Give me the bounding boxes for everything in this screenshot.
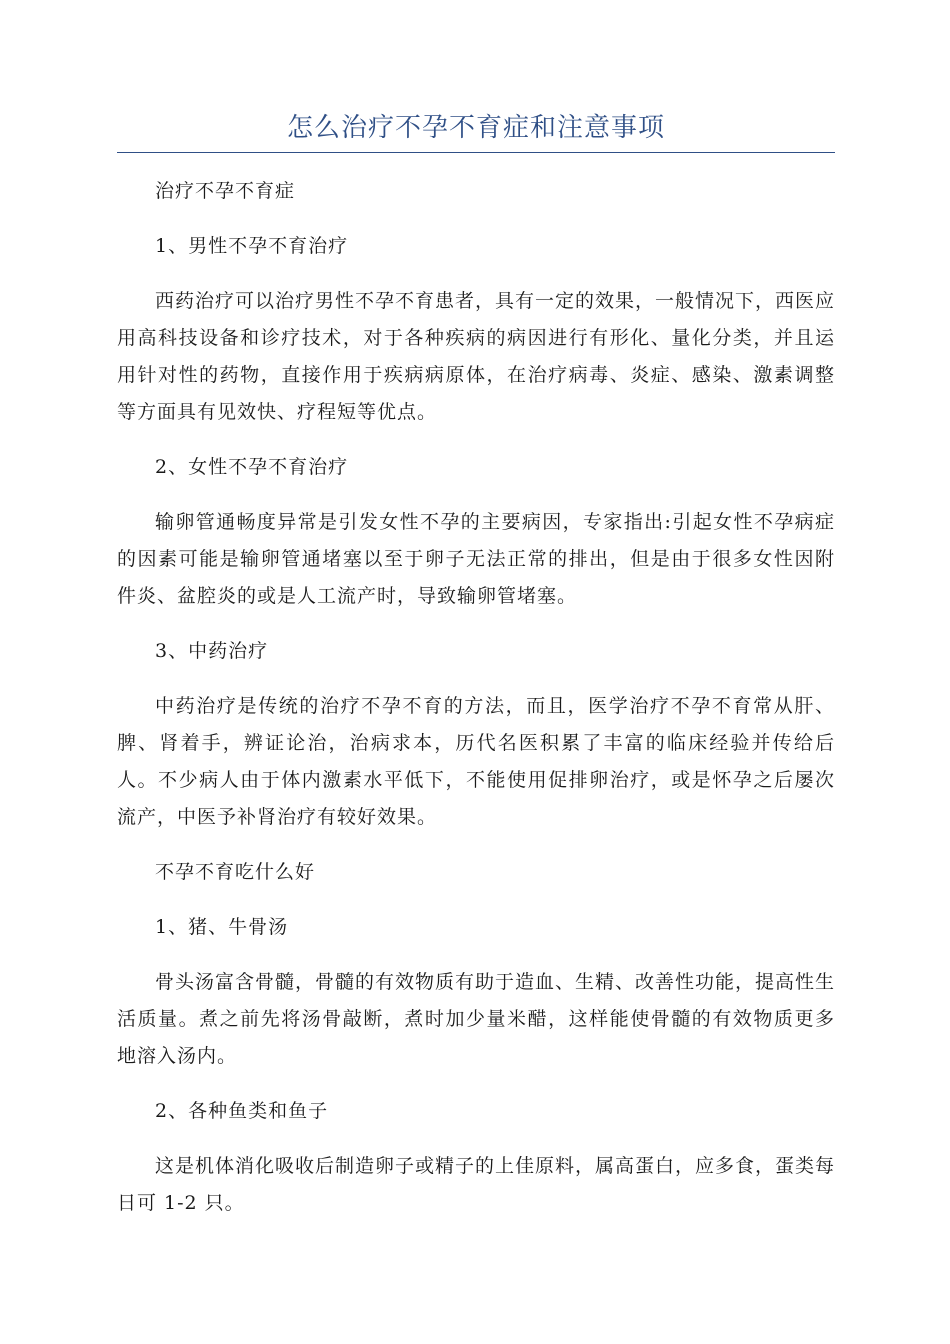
document-title: 怎么治疗不孕不育症和注意事项 — [117, 110, 835, 153]
paragraph-male-treatment: 西药治疗可以治疗男性不孕不育患者，具有一定的效果，一般情况下，西医应用高科技设备和诊疗技术，对于各种疾病的病因进行有形化、量化分类，并且运用针对性的药物，直接作用于疾病病原体，在治疗病毒、炎症、感染、激素调整等方面具有见效快、疗程短等优点。 — [117, 290, 836, 423]
section-heading-diet: 不孕不育吃什么好 — [155, 861, 316, 883]
document-page — [117, 110, 835, 1240]
document-body — [117, 173, 835, 1222]
section-heading-treatment: 治疗不孕不育症 — [155, 180, 296, 202]
paragraph-fish: 这是机体消化吸收后制造卵子或精子的上佳原料，属高蛋白，应多食，蛋类每日可 1-2 只。 — [117, 1155, 836, 1214]
subheading-male-treatment: 1、男性不孕不育治疗 — [155, 235, 349, 257]
subheading-female-treatment: 2、女性不孕不育治疗 — [155, 456, 349, 478]
paragraph-bone-soup: 骨头汤富含骨髓，骨髓的有效物质有助于造血、生精、改善性功能，提高性生活质量。煮之前先将汤骨敲断，煮时加少量米醋，这样能使骨髓的有效物质更多地溶入汤内。 — [117, 971, 836, 1067]
subheading-tcm-treatment: 3、中药治疗 — [155, 640, 269, 662]
subheading-bone-soup: 1、猪、牛骨汤 — [155, 916, 289, 938]
paragraph-female-treatment: 输卵管通畅度异常是引发女性不孕的主要病因，专家指出:引起女性不孕病症的因素可能是输卵管通堵塞以至于卵子无法正常的排出，但是由于很多女性因附件炎、盆腔炎的或是人工流产时，导致输卵管堵塞。 — [117, 511, 835, 607]
subheading-fish: 2、各种鱼类和鱼子 — [155, 1100, 329, 1122]
paragraph-tcm-treatment: 中药治疗是传统的治疗不孕不育的方法，而且，医学治疗不孕不育常从肝、脾、肾着手，辨证论治，治病求本，历代名医积累了丰富的临床经验并传给后人。不少病人由于体内激素水平低下，不能使用促排卵治疗，或是怀孕之后屡次流产，中医予补肾治疗有较好效果。 — [117, 695, 835, 828]
